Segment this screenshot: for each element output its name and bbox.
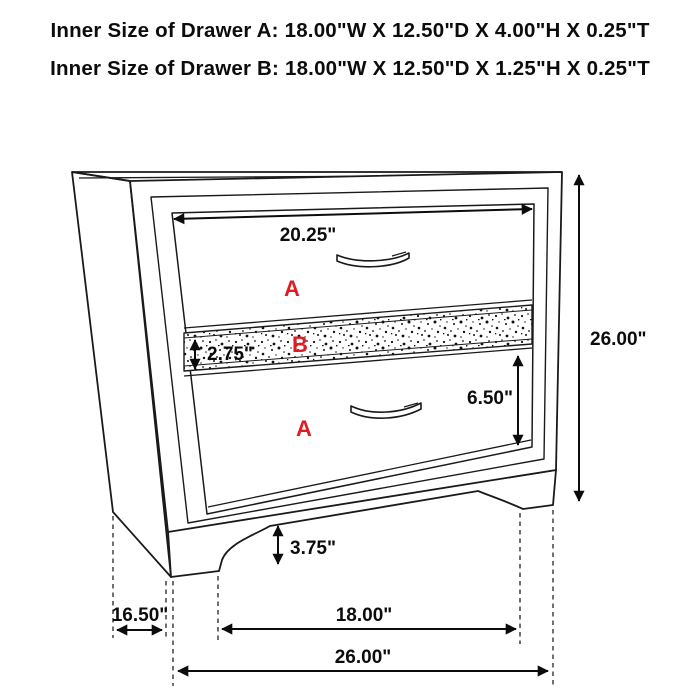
dim-label-drawer-b-height: 2.75" (207, 344, 253, 365)
dim-label-leg-height: 3.75" (290, 538, 336, 559)
dim-label-overall-height: 26.00" (590, 329, 647, 350)
drawer-label-top-a: A (284, 276, 300, 301)
dim-label-feet-inner-span: 18.00" (335, 605, 393, 626)
dim-label-bottom-drawer-height: 6.50" (467, 388, 513, 409)
drawer-label-bottom-a: A (296, 416, 312, 441)
header-line-1: Inner Size of Drawer A: 18.00"W X 12.50"D X 4.00"H X 0.25"T (50, 19, 650, 42)
dim-label-overall-width: 26.00" (334, 647, 392, 668)
header-line-2: Inner Size of Drawer B: 18.00"W X 12.50"D X 1.25"H X 0.25"T (50, 57, 650, 80)
dim-label-side-depth: 16.50" (111, 605, 169, 626)
dim-label-top-inner-width: 20.25" (279, 225, 337, 246)
drawer-label-middle-b: B (292, 332, 308, 357)
